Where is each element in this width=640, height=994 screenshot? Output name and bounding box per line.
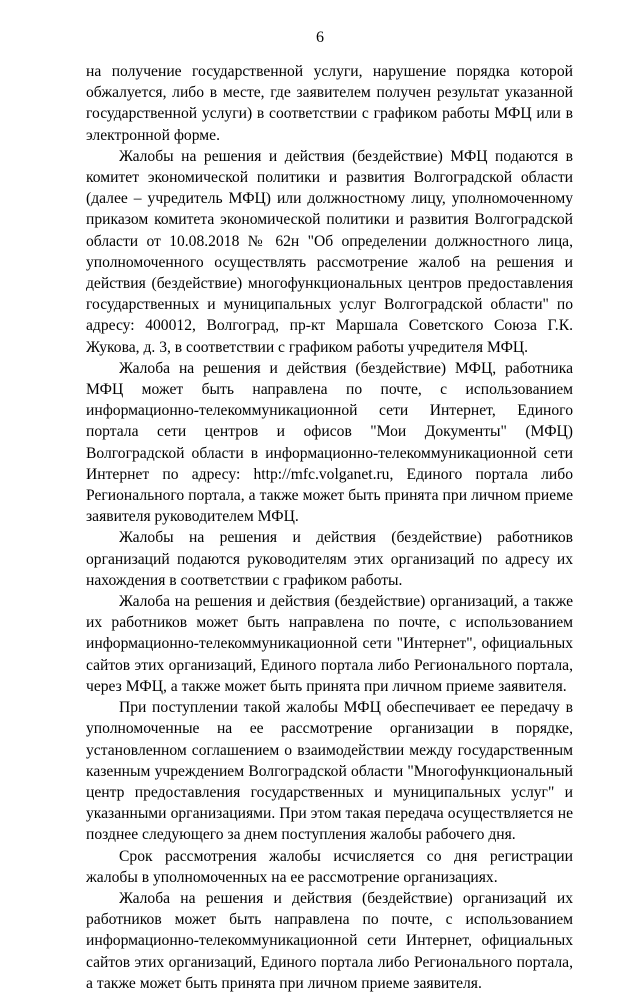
paragraph-complaint-channels: Жалоба на решения и действия (бездействие) организаций их работников может быть направлена по почте, с использованием информационно-телекоммуникационной сети Интернет, официальных сайтов этих организаций, Единого портала либо Регионального портала, а также может быть принята при личном приеме заявителя. <box>86 889 573 992</box>
paragraph-complaint-mfc-worker: Жалоба на решения и действия (бездействие) МФЦ, работника МФЦ может быть направлена по почте, с использованием информационно-телекоммуникационной сети Интернет, Единого портала сети центров и офисов "Мои Документы" (МФЦ) Волгоградской области в информационно-телекоммуникационной сети Интернет по адресу: http://mfc.volganet.ru, Единого портала либо Регионального портала, а также может быть принята при личном приеме заявителя руководителем МФЦ. <box>86 359 573 526</box>
document-body <box>86 61 573 994</box>
paragraph-continuation: на получение государственной услуги, нарушение порядка которой обжалуется, либо в месте, где заявителем получен результат указанной государственной услуги) в соответствии с графиком работы МФЦ или в электронной форме. <box>86 63 573 144</box>
page-number: 6 <box>316 29 324 46</box>
paragraph-mfc-transfer: При поступлении такой жалобы МФЦ обеспечивает ее передачу в уполномоченные на ее рассмотрение организации в порядке, установленном соглашением о взаимодействии между государственным казенным учреждением Волгоградской области "Многофункциональный центр предоставления государственных и муниципальных услуг" и указанными организациями. При этом такая передача осуществляется не позднее следующего за днем поступления жалобы рабочего дня. <box>86 699 573 844</box>
paragraph-complaints-organization-workers: Жалобы на решения и действия (бездействие) работников организаций подаются руководителям этих организаций по адресу их нахождения в соответствии с графиком работы. <box>86 529 573 589</box>
paragraph-review-period: Срок рассмотрения жалобы исчисляется со дня регистрации жалобы в уполномоченных на ее рассмотрение организациях. <box>86 847 573 886</box>
paragraph-complaints-mfc-committee: Жалобы на решения и действия (бездействие) МФЦ подаются в комитет экономической политики и развития Волгоградской области (далее – учредитель МФЦ) или должностному лицу, уполномоченному приказом комитета экономической политики и развития Волгоградской области от 10.08.2018 № 62н "Об определении должностного лица, уполномоченного осуществлять рассмотрение жалоб на решения и действия (бездействие) многофункциональных центров предоставления государственных и муниципальных услуг Волгоградской области" по адресу: 400012, Волгоград, пр-кт Маршала Советского Союза Г.К. Жукова, д. 3, в соответствии с графиком работы учредителя МФЦ. <box>86 147 573 356</box>
paragraph-complaint-organizations: Жалоба на решения и действия (бездействие) организаций, а также их работников может быть направлена по почте, с использованием информационно-телекоммуникационной сети "Интернет", официальных сайтов этих организаций, Единого портала либо Регионального портала, через МФЦ, а также может быть принята при личном приеме заявителя. <box>86 593 573 695</box>
